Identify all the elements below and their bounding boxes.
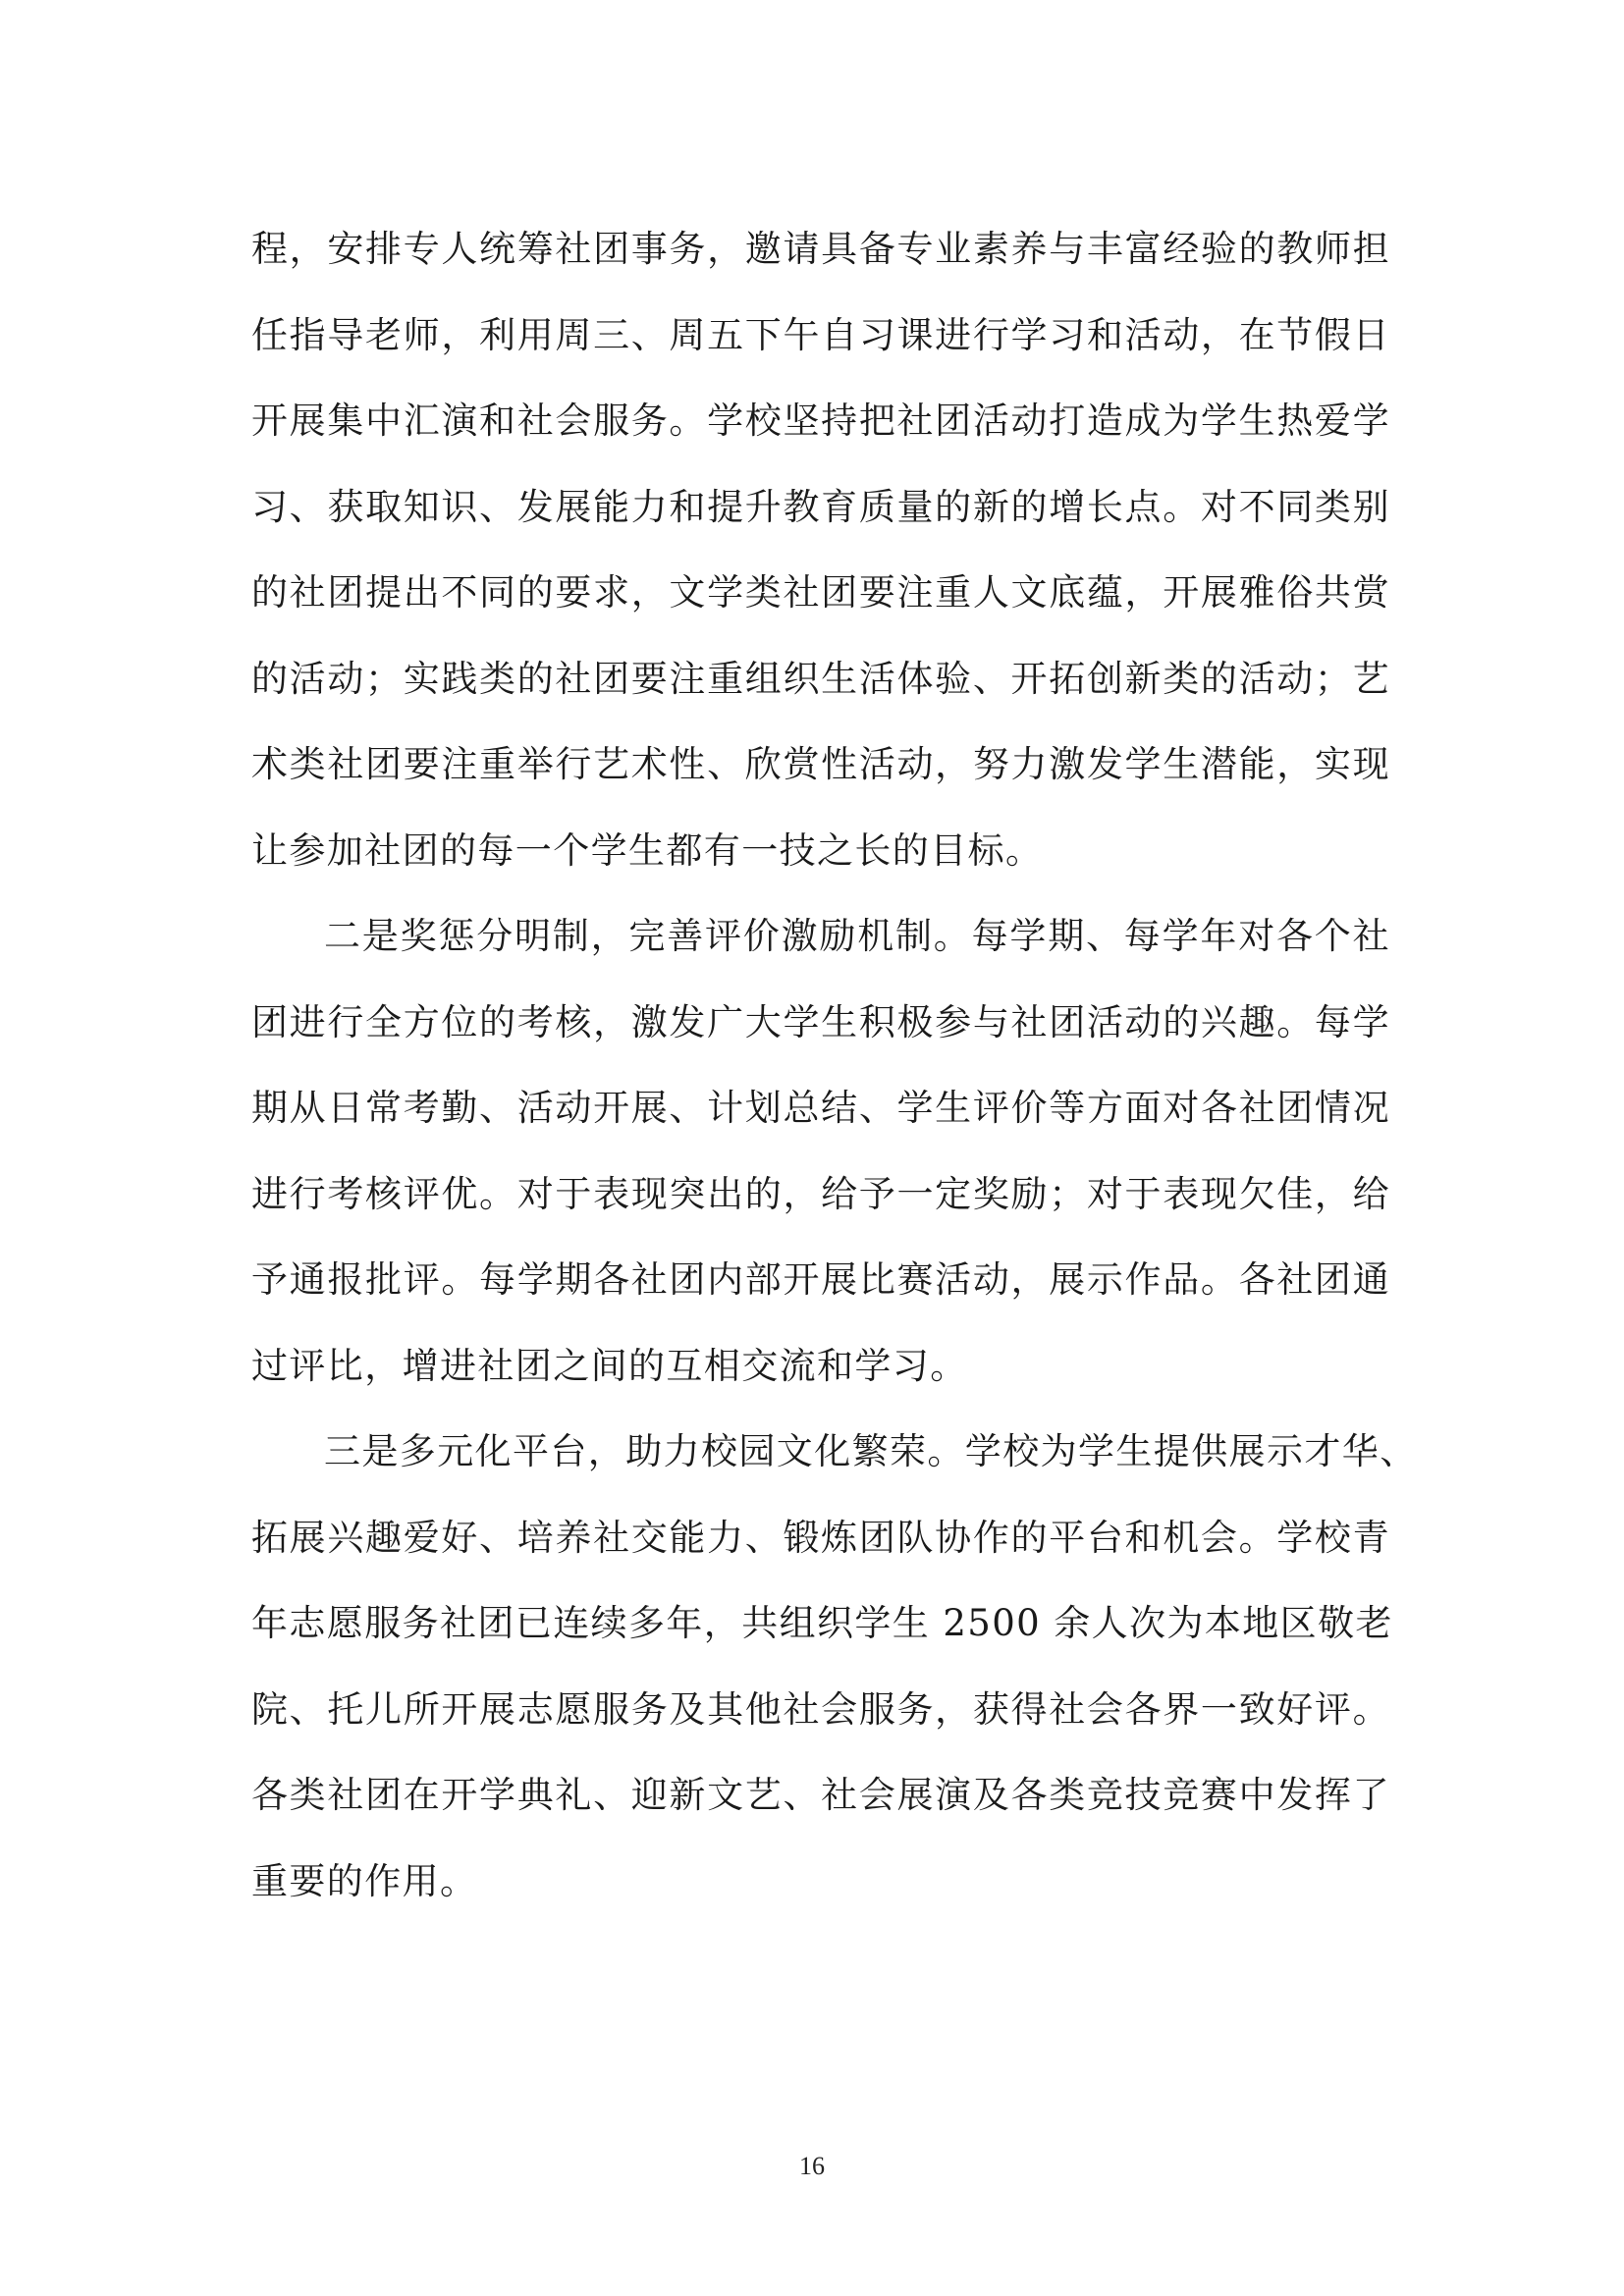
paragraph-1-line: 术类社团要注重举行艺术性、欣赏性活动，努力激发学生潜能，实现 xyxy=(251,743,1390,785)
paragraph-3-line: 三是多元化平台，助力校园文化繁荣。学校为学生提供展示才华、 xyxy=(324,1430,1418,1472)
paragraph-2-line: 团进行全方位的考核，激发广大学生积极参与社团活动的兴趣。每学 xyxy=(251,1000,1390,1043)
paragraph-3-line: 拓展兴趣爱好、培养社交能力、锻炼团队协作的平台和机会。学校青 xyxy=(251,1516,1390,1559)
paragraph-2-line: 过评比，增进社团之间的互相交流和学习。 xyxy=(251,1344,968,1387)
paragraph-2-line: 期从日常考勤、活动开展、计划总结、学生评价等方面对各社团情况 xyxy=(251,1087,1390,1129)
page-number: 16 xyxy=(799,2152,825,2180)
paragraph-2-line: 二是奖惩分明制，完善评价激励机制。每学期、每学年对各个社 xyxy=(324,915,1390,957)
paragraph-1-line: 的社团提出不同的要求，文学类社团要注重人文底蕴，开展雅俗共赏 xyxy=(251,571,1390,614)
paragraph-3-line: 重要的作用。 xyxy=(251,1859,478,1902)
paragraph-1-line: 的活动；实践类的社团要注重组织生活体验、开拓创新类的活动；艺 xyxy=(251,657,1390,700)
paragraph-1-line: 任指导老师，利用周三、周五下午自习课进行学习和活动，在节假日 xyxy=(251,313,1390,356)
paragraph-3-line: 年志愿服务社团已连续多年，共组织学生 2500 余人次为本地区敬老 xyxy=(251,1602,1393,1644)
paragraph-1-line: 程，安排专人统筹社团事务，邀请具备专业素养与丰富经验的教师担 xyxy=(251,228,1390,270)
paragraph-3-line: 各类社团在开学典礼、迎新文艺、社会展演及各类竞技竞赛中发挥了 xyxy=(251,1774,1390,1816)
paragraph-1-line: 习、获取知识、发展能力和提升教育质量的新的增长点。对不同类别 xyxy=(251,485,1390,528)
paragraph-1-line: 开展集中汇演和社会服务。学校坚持把社团活动打造成为学生热爱学 xyxy=(251,400,1390,442)
body-text xyxy=(251,206,1418,1924)
paragraph-2-line: 进行考核评优。对于表现突出的，给予一定奖励；对于表现欠佳，给 xyxy=(251,1172,1390,1215)
paragraph-2-line: 予通报批评。每学期各社团内部开展比赛活动，展示作品。各社团通 xyxy=(251,1258,1390,1301)
paragraph-3-line: 院、托儿所开展志愿服务及其他社会服务，获得社会各界一致好评。 xyxy=(251,1687,1390,1731)
paragraph-1-line: 让参加社团的每一个学生都有一技之长的目标。 xyxy=(251,828,1044,872)
